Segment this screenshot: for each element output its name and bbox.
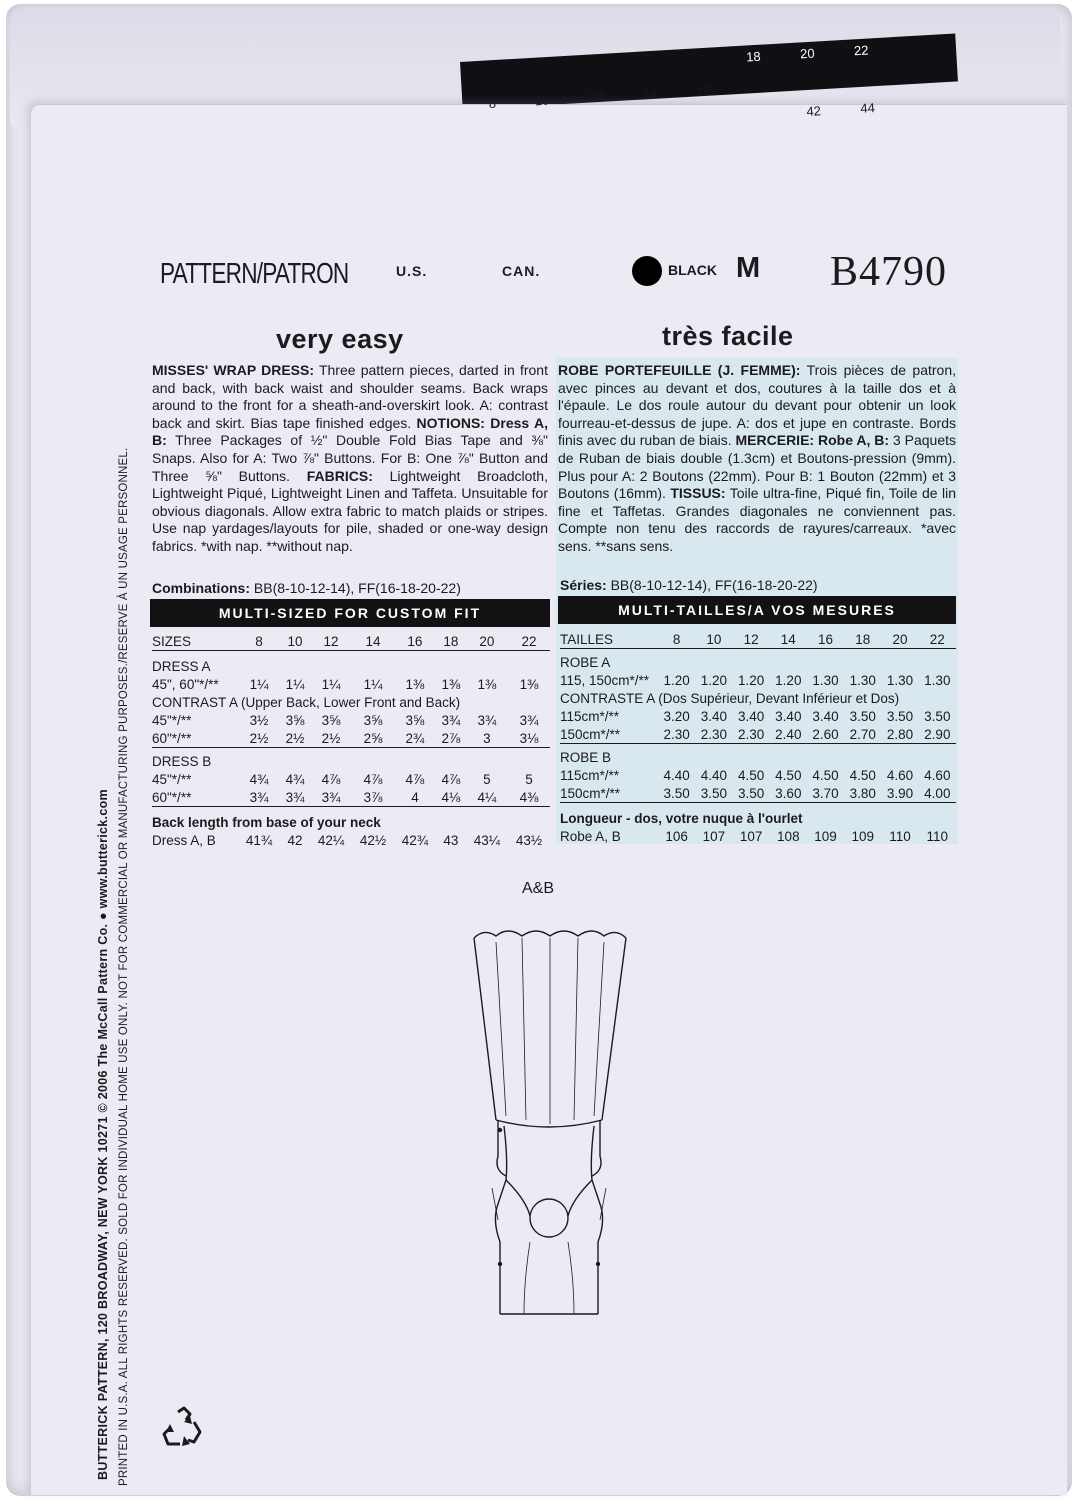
length-cell: 42¼ bbox=[317, 832, 345, 848]
meterage-cell: 3.80 bbox=[849, 785, 876, 801]
contraste-a-label: CONTRASTE A (Dos Supérieur, Devant Inférieur et Dos) bbox=[560, 690, 900, 706]
meterage-cell: 4.50 bbox=[812, 767, 839, 783]
ruler-size: 22 bbox=[853, 42, 869, 59]
series-label: Séries: bbox=[560, 577, 607, 593]
table-row bbox=[152, 831, 550, 849]
size-cell: 14 bbox=[780, 631, 796, 647]
combinations-value: BB(8-10-12-14), FF(16-18-20-22) bbox=[250, 580, 461, 596]
series-value: BB(8-10-12-14), FF(16-18-20-22) bbox=[606, 577, 818, 593]
meterage-cell: 3.40 bbox=[812, 708, 839, 724]
size-cell: 20 bbox=[479, 633, 495, 649]
length-cell: 107 bbox=[739, 828, 763, 844]
fabrics-label: FABRICS: bbox=[306, 467, 373, 484]
combinations-line bbox=[152, 580, 461, 596]
yardage-cell: 2¾ bbox=[405, 730, 425, 746]
length-cell: 109 bbox=[814, 828, 837, 844]
meterage-cell: 4.50 bbox=[849, 767, 876, 783]
meterage-cell: 2.30 bbox=[737, 726, 765, 742]
length-cell: 110 bbox=[889, 828, 911, 844]
ruler-measure: 44 bbox=[859, 100, 876, 116]
row-label: 115cm*/** bbox=[560, 708, 620, 724]
meterage-cell: 4.50 bbox=[737, 767, 765, 783]
yardage-cell: 1⅜ bbox=[405, 676, 425, 692]
yardage-cell: 1¼ bbox=[285, 676, 305, 692]
yardage-cell: 4⅞ bbox=[321, 771, 341, 787]
meterage-cell: 3.90 bbox=[886, 785, 914, 801]
meterage-cell: 4.50 bbox=[775, 767, 802, 783]
robe-b-label: ROBE B bbox=[560, 744, 956, 767]
meterage-cell: 1.30 bbox=[886, 672, 914, 688]
yardage-cell: 3⅛ bbox=[519, 730, 539, 746]
meterage-cell: 3.50 bbox=[924, 708, 951, 724]
meterage-cell: 2.60 bbox=[812, 726, 839, 742]
yardage-cell: 2½ bbox=[321, 730, 341, 746]
desc-text-fr: Trois pièces de patron, avec pinces au devant et dos, coutures à la taille dos et à l'épaule. Le dos roule autour du devant pour obtenir un look fourreau-et-dessus de jupe. A: dos et jupe en contraste. Bords finis avec du ruban de biais. bbox=[558, 362, 957, 449]
size-chart-en bbox=[152, 632, 550, 849]
tissus-label: TISSUS: bbox=[670, 485, 726, 502]
meterage-cell: 1.30 bbox=[812, 672, 839, 688]
meterage-cell: 3.40 bbox=[700, 708, 727, 724]
ruler-size: 14 bbox=[642, 86, 658, 103]
ruler-size: 12 bbox=[588, 89, 604, 106]
yardage-cell: 4 bbox=[411, 789, 419, 805]
fabrics-text: Lightweight Broadcloth, Lightweight Piqué, Lightweight Linen and Taffeta. Unsuitable for obvious diagonals. Allow extra fabric to match plaids or stripes. Use nap yardages/layouts for pile, shaded or one-way design fabrics. *with nap. **without nap. bbox=[152, 467, 548, 554]
yardage-cell: 5 bbox=[483, 771, 491, 787]
table-row bbox=[560, 725, 956, 744]
yardage-cell: 4¾ bbox=[285, 771, 305, 787]
table-row bbox=[560, 766, 956, 784]
size-chart-fr bbox=[560, 630, 956, 845]
yardage-cell: 4⅜ bbox=[519, 789, 539, 805]
meterage-cell: 4.60 bbox=[886, 767, 914, 783]
french-description bbox=[558, 362, 956, 556]
table-row bbox=[152, 748, 550, 771]
yardage-cell: 3⅝ bbox=[321, 712, 341, 728]
length-cell: 41¾ bbox=[245, 832, 273, 848]
sizes-label: SIZES bbox=[152, 633, 192, 649]
yardage-cell: 1⅜ bbox=[477, 676, 497, 692]
mercerie-label: MERCERIE: Robe A, B: bbox=[735, 432, 890, 449]
pattern-label: PATTERN/PATRON bbox=[160, 258, 349, 290]
size-cell: 12 bbox=[323, 633, 339, 649]
meterage-cell: 3.60 bbox=[775, 785, 802, 801]
yardage-cell: 2⅝ bbox=[363, 730, 383, 746]
yardage-cell: 1⅜ bbox=[519, 676, 539, 692]
table-row bbox=[152, 807, 550, 832]
yardage-cell: 3¾ bbox=[321, 789, 341, 805]
series-line bbox=[560, 577, 818, 593]
meterage-cell: 4.40 bbox=[663, 767, 690, 783]
meterage-cell: 1.20 bbox=[775, 672, 802, 688]
dress-back-view-drawing bbox=[464, 920, 634, 1320]
us-label: U.S. bbox=[396, 263, 428, 279]
size-chart-banner-fr: MULTI-TAILLES/A VOS MESURES bbox=[558, 596, 956, 624]
difficulty-title-en: very easy bbox=[276, 324, 404, 354]
dress-a-label: DRESS A bbox=[152, 651, 550, 676]
ruler-measure: 42 bbox=[806, 103, 822, 119]
robe-a-label: ROBE A bbox=[560, 649, 956, 672]
table-row bbox=[560, 649, 956, 672]
row-label: 150cm*/** bbox=[560, 785, 621, 801]
meterage-cell: 3.50 bbox=[663, 785, 690, 801]
meterage-cell: 2.80 bbox=[886, 726, 914, 742]
yardage-cell: 3⅝ bbox=[363, 712, 383, 728]
meterage-cell: 3.50 bbox=[849, 708, 876, 724]
row-label: Dress A, B bbox=[152, 832, 216, 848]
meterage-cell: 2.90 bbox=[924, 726, 951, 742]
yardage-cell: 1¼ bbox=[321, 676, 341, 692]
yardage-cell: 1⅜ bbox=[441, 676, 461, 692]
contrast-a-label: CONTRAST A (Upper Back, Lower Front and Back) bbox=[152, 694, 461, 710]
yardage-cell: 4¼ bbox=[477, 789, 497, 805]
yardage-cell: 3¾ bbox=[285, 789, 305, 805]
yardage-cell: 3¾ bbox=[477, 712, 497, 728]
row-label: 60"*/** bbox=[152, 730, 192, 746]
color-label: BLACK bbox=[668, 262, 717, 278]
size-cell: 18 bbox=[855, 631, 871, 647]
table-row bbox=[560, 803, 956, 828]
size-cell: 14 bbox=[365, 633, 381, 649]
yardage-cell: 1¼ bbox=[363, 676, 383, 692]
length-cell: 108 bbox=[777, 828, 800, 844]
yardage-cell: 4⅛ bbox=[441, 789, 461, 805]
desc-text: Three pattern pieces, darted in front and back, with back waist and shoulder seams. Back wraps around to the front for a sheath-and-overskirt look. A: contrast back and skirt. Bias tape finished edges. bbox=[152, 362, 548, 431]
combinations-label: Combinations: bbox=[152, 580, 250, 596]
meterage-cell: 3.70 bbox=[812, 785, 839, 801]
table-row bbox=[152, 770, 550, 788]
yardage-cell: 4¾ bbox=[249, 771, 269, 787]
meterage-cell: 3.40 bbox=[737, 708, 765, 724]
dress-b-label: DRESS B bbox=[152, 748, 550, 771]
yardage-cell: 2½ bbox=[285, 730, 305, 746]
table-row bbox=[152, 675, 550, 693]
meterage-cell: 3.50 bbox=[700, 785, 727, 801]
notions-text: Three Packages of ½" Double Fold Bias Tape and ⅜" Snaps. Also for A: Two ⅞" Buttons. For B: One ⅞" Button and Three ⅝" Buttons. bbox=[152, 432, 548, 484]
meterage-cell: 2.30 bbox=[700, 726, 727, 742]
row-label: 60"*/** bbox=[152, 789, 192, 805]
table-row bbox=[560, 784, 956, 803]
table-row bbox=[152, 788, 550, 807]
meterage-cell: 2.40 bbox=[775, 726, 802, 742]
yardage-cell: 3½ bbox=[249, 712, 269, 728]
can-label: CAN. bbox=[502, 263, 541, 279]
row-label: 45"*/** bbox=[152, 712, 192, 728]
yardage-cell: 3¾ bbox=[249, 789, 269, 805]
publisher-side-text: BUTTERICK PATTERN, 120 BROADWAY, NEW YORK 10271 © 2006 The McCall Pattern Co. ● www.butterick.com bbox=[96, 789, 110, 1480]
yardage-cell: 3¾ bbox=[441, 712, 461, 728]
table-row bbox=[560, 827, 956, 845]
table-row bbox=[152, 651, 550, 676]
table-row bbox=[560, 689, 956, 707]
yardage-cell: 3¾ bbox=[519, 712, 539, 728]
yardage-cell: 4⅞ bbox=[441, 771, 461, 787]
copyright-side-text: PRINTED IN U.S.A. ALL RIGHTS RESERVED. SOLD FOR INDIVIDUAL HOME USE ONLY. NOT FOR COMMERCIAL OR MANUFACTURING PURPOSES./RESERVE À UN USAGE PERSONNEL. bbox=[118, 447, 130, 1486]
yardage-cell: 3 bbox=[483, 730, 491, 746]
size-cell: 10 bbox=[706, 631, 722, 647]
ruler-size: 20 bbox=[799, 45, 815, 62]
size-cell: 22 bbox=[929, 631, 945, 647]
meterage-cell: 2.30 bbox=[663, 726, 690, 742]
size-cell: 18 bbox=[443, 633, 459, 649]
meterage-cell: 3.50 bbox=[886, 708, 914, 724]
meterage-cell: 4.40 bbox=[700, 767, 727, 783]
row-label: 45"*/** bbox=[152, 771, 192, 787]
size-cell: 8 bbox=[255, 633, 263, 649]
length-cell: 43 bbox=[443, 832, 459, 848]
length-cell: 42 bbox=[287, 832, 303, 848]
yardage-cell: 3⅝ bbox=[285, 712, 305, 728]
row-label: Robe A, B bbox=[560, 828, 621, 844]
english-description bbox=[152, 362, 548, 556]
ruler-size: 18 bbox=[745, 48, 762, 65]
ruler-size: 10 bbox=[534, 92, 550, 109]
longueur-label: Longueur - dos, votre nuque à l'ourlet bbox=[560, 803, 956, 828]
size-cell: 12 bbox=[743, 631, 759, 647]
row-label: 150cm*/** bbox=[560, 726, 621, 742]
size-cell: 22 bbox=[521, 633, 537, 649]
meterage-cell: 3.20 bbox=[663, 708, 690, 724]
ruler-size: 8 bbox=[488, 95, 497, 111]
table-row bbox=[152, 632, 550, 651]
table-row bbox=[152, 711, 550, 729]
yardage-cell: 2⅞ bbox=[441, 730, 461, 746]
size-cell: 16 bbox=[818, 631, 834, 647]
yardage-cell: 3⅝ bbox=[405, 712, 425, 728]
yardage-cell: 4⅞ bbox=[363, 771, 383, 787]
notions-label: NOTIONS: Dress A, B: bbox=[152, 414, 548, 449]
difficulty-title-fr: très facile bbox=[662, 321, 794, 351]
length-cell: 109 bbox=[851, 828, 875, 844]
pattern-number: B4790 bbox=[830, 249, 948, 295]
yardage-cell: 3⅞ bbox=[363, 789, 383, 805]
desc-label: MISSES' WRAP DRESS: bbox=[152, 362, 315, 378]
meterage-cell: 2.70 bbox=[849, 726, 876, 742]
length-cell: 110 bbox=[926, 828, 949, 844]
size-cell: 8 bbox=[672, 631, 681, 647]
table-row bbox=[560, 671, 956, 689]
meterage-cell: 4.60 bbox=[924, 767, 951, 783]
view-label: A&B bbox=[522, 880, 555, 897]
row-label: 115, 150cm*/** bbox=[560, 672, 650, 688]
yardage-cell: 1¼ bbox=[249, 676, 269, 692]
tailles-label: TAILLES bbox=[560, 631, 614, 647]
table-row bbox=[560, 707, 956, 725]
yardage-cell: 4⅞ bbox=[405, 771, 425, 787]
table-row bbox=[152, 729, 550, 748]
mercerie-text: 3 Paquets de Ruban de biais double (1.3cm) et Boutons-pression (9mm). Plus pour A: 2 Boutons (22mm). Pour B: 1 Bouton (22mm) et 3 Boutons (16mm). bbox=[558, 432, 956, 502]
length-cell: 42½ bbox=[359, 832, 387, 848]
color-dot-icon bbox=[632, 256, 662, 286]
row-label: 45", 60"*/** bbox=[152, 676, 219, 692]
ruler-size: 16 bbox=[696, 83, 712, 99]
length-cell: 106 bbox=[665, 828, 688, 844]
desc-label-fr: ROBE PORTEFEUILLE (J. FEMME): bbox=[558, 362, 801, 378]
recycle-icon bbox=[160, 1404, 208, 1452]
size-cell: 16 bbox=[407, 633, 423, 649]
meterage-cell: 1.20 bbox=[737, 672, 765, 688]
size-chart-banner-en: MULTI-SIZED FOR CUSTOM FIT bbox=[150, 599, 550, 627]
meterage-cell: 3.40 bbox=[775, 708, 802, 724]
tissus-text: Toile ultra-fine, Piqué fin, Toile de lin fine et Taffetas. Grandes diagonales ne conviennent pas. Compte non tenu des raccords de rayures/carreaux. *avec sens. **sans sens. bbox=[558, 485, 956, 554]
table-row bbox=[560, 744, 956, 767]
table-row bbox=[152, 693, 550, 711]
length-cell: 42¾ bbox=[401, 832, 429, 848]
yardage-cell: 2½ bbox=[249, 730, 269, 746]
meterage-cell: 4.00 bbox=[924, 785, 951, 801]
size-cell: 20 bbox=[892, 631, 908, 647]
back-length-label: Back length from base of your neck bbox=[152, 807, 550, 832]
meterage-cell: 1.30 bbox=[849, 672, 876, 688]
row-label: 115cm*/** bbox=[560, 767, 620, 783]
meterage-cell: 1.20 bbox=[700, 672, 727, 688]
meterage-cell: 3.50 bbox=[737, 785, 765, 801]
length-cell: 43¼ bbox=[473, 832, 501, 848]
length-cell: 43½ bbox=[515, 832, 543, 848]
meterage-cell: 1.20 bbox=[663, 672, 690, 688]
yardage-cell: 5 bbox=[525, 771, 533, 787]
size-cell: 10 bbox=[287, 633, 303, 649]
table-row bbox=[560, 630, 956, 649]
meterage-cell: 1.30 bbox=[924, 672, 951, 688]
size-letter: M bbox=[736, 252, 761, 284]
length-cell: 107 bbox=[702, 828, 726, 844]
